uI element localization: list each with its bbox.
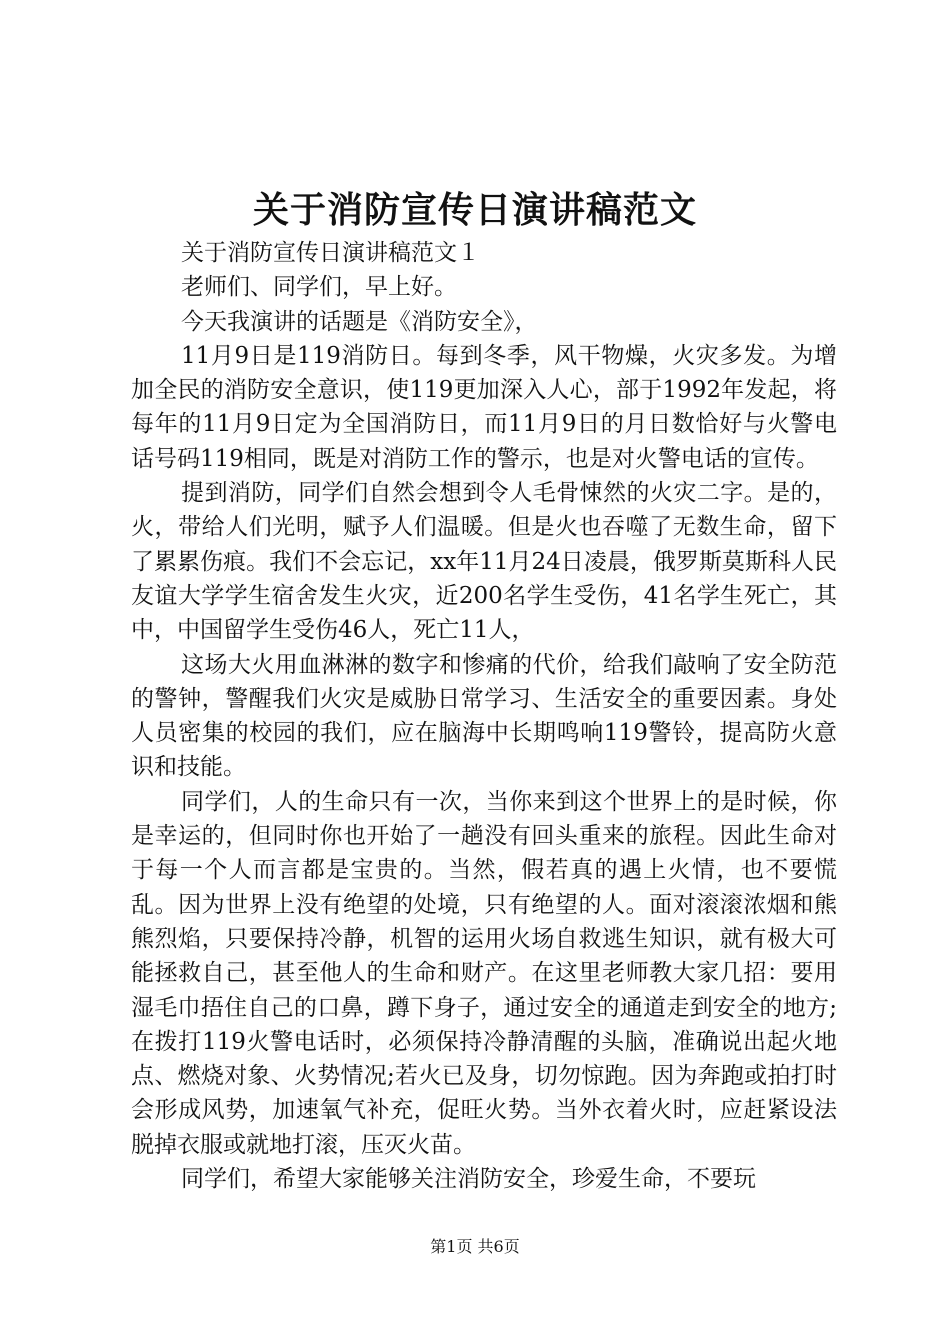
paragraph-5: 提到消防，同学们自然会想到令人毛骨悚然的火灾二字。是的，火，带给人们光明，赋予人们温暖。但是火也吞噬了无数生命，留下了累累伤痕。我们不会忘记，xx年11月24日凌晨，俄罗斯莫斯科人民友谊大学学生宿舍发生火灾，近200名学生受伤，41名学生死亡，其中，中国留学生受伤46人，死亡11人， [131, 480, 837, 644]
paragraph-6: 这场大火用血淋淋的数字和惨痛的代价，给我们敲响了安全防范的警钟，警醒我们火灾是威胁日常学习、生活安全的重要因素。身处人员密集的校园的我们，应在脑海中长期鸣响119警铃，提高防火意识和技能。 [131, 651, 837, 781]
paragraph-8: 同学们，希望大家能够关注消防安全，珍爱生命，不要玩 [181, 1166, 756, 1193]
document-body [131, 236, 837, 1196]
page-footer: 第1页 共6页 [430, 1237, 520, 1256]
paragraph-2: 老师们、同学们，早上好。 [181, 274, 457, 301]
paragraph-7: 同学们，人的生命只有一次，当你来到这个世界上的是时候，你是幸运的，但同时你也开始了一趟没有回头重来的旅程。因此生命对于每一个人而言都是宝贵的。当然，假若真的遇上火情，也不要慌乱。因为世界上没有绝望的处境，只有绝望的人。面对滚滚浓烟和熊熊烈焰，只要保持冷静，机智的运用火场自救逃生知识，就有极大可能拯救自己，甚至他人的生命和财产。在这里老师教大家几招：要用湿毛巾捂住自己的口鼻，蹲下身子，通过安全的通道走到安全的地方;在拨打119火警电话时，必须保持冷静清醒的头脑，准确说出起火地点、燃烧对象、火势情况;若火已及身，切勿惊跑。因为奔跑或拍打时会形成风势，加速氧气补充，促旺火势。当外衣着火时，应赶紧设法脱掉衣服或就地打滚，压灭火苗。 [131, 788, 837, 1158]
paragraph-4: 11月9日是119消防日。每到冬季，风干物燥，火灾多发。为增加全民的消防安全意识，使119更加深入人心，部于1992年发起，将每年的11月9日定为全国消防日，而11月9日的月日数恰好与火警电话号码119相同，既是对消防工作的警示，也是对火警电话的宣传。 [131, 342, 837, 472]
paragraph-1: 关于消防宣传日演讲稿范文１ [181, 240, 480, 266]
paragraph-3: 今天我演讲的话题是《消防安全》， [181, 308, 538, 335]
document-title: 关于消防宣传日演讲稿范文 [252, 189, 697, 231]
